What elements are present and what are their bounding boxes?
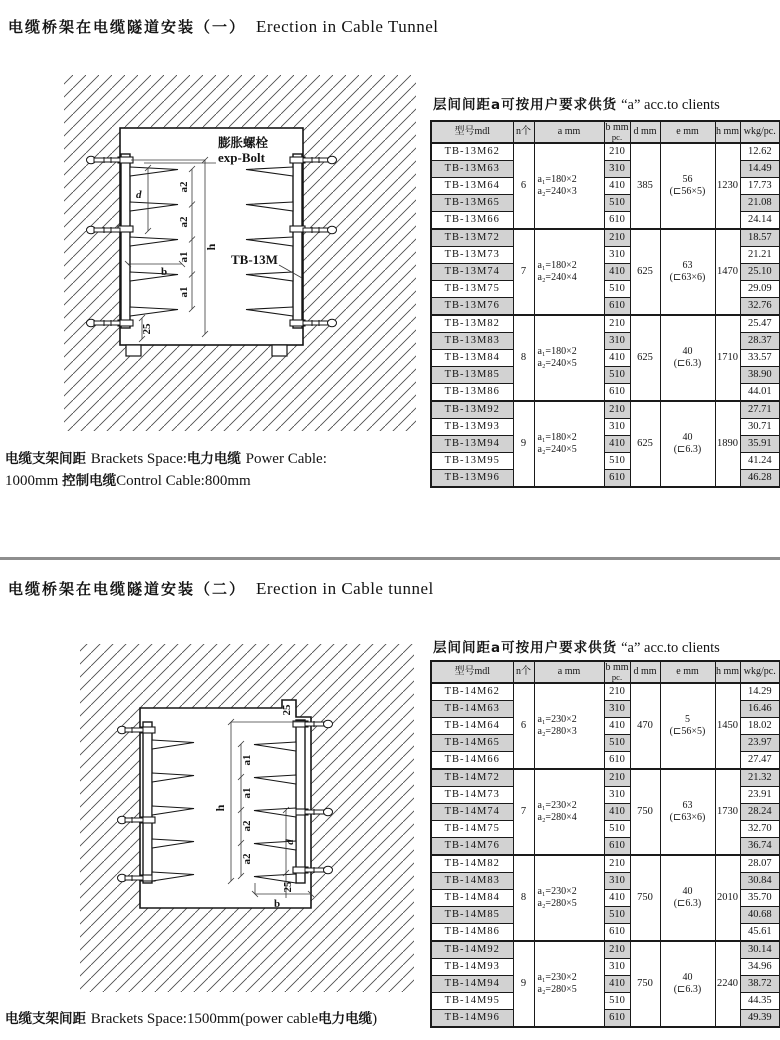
table-row: [431, 315, 780, 333]
weight-cell: 38.90: [740, 367, 780, 384]
dim-label-d: d: [284, 839, 296, 845]
weight-cell: 34.96: [740, 959, 780, 976]
n-count-cell: 7: [513, 229, 534, 315]
table-row: [431, 683, 780, 701]
model-cell: TB-13M65: [431, 195, 513, 212]
weight-cell: 38.72: [740, 976, 780, 993]
h-height-cell: 1730: [715, 769, 740, 855]
model-cell: TB-14M84: [431, 890, 513, 907]
n-count-cell: 7: [513, 769, 534, 855]
n-count-cell: 6: [513, 683, 534, 769]
h-height-cell: 1450: [715, 683, 740, 769]
weight-cell: 28.24: [740, 804, 780, 821]
model-cell: TB-14M76: [431, 838, 513, 856]
weight-cell: 27.71: [740, 401, 780, 419]
model-cell: TB-13M63: [431, 161, 513, 178]
caption-segment: Brackets Space:: [90, 451, 187, 467]
d-dim-cell: 625: [630, 229, 660, 315]
model-cell: TB-13M92: [431, 401, 513, 419]
h-height-cell: 1470: [715, 229, 740, 315]
model-cell: TB-13M85: [431, 367, 513, 384]
floor-notch: [272, 345, 287, 356]
caption-line: [5, 448, 440, 470]
column-header-b: b mm pc.: [605, 122, 629, 142]
weight-cell: 40.68: [740, 907, 780, 924]
b-width-cell: 510: [604, 281, 630, 298]
model-cell: TB-14M64: [431, 718, 513, 735]
caption-segment: 1000mm: [5, 473, 63, 489]
weight-cell: 33.57: [740, 350, 780, 367]
model-cell: TB-14M96: [431, 1010, 513, 1028]
section1-title-en: Erection in Cable Tunnel: [256, 17, 439, 36]
b-width-cell: 210: [604, 855, 630, 873]
model-cell: TB-13M76: [431, 298, 513, 316]
weight-cell: 14.49: [740, 161, 780, 178]
a-spacing-cell: a₁=180×2 a₂=240×4: [534, 229, 604, 315]
b-width-cell: 410: [604, 804, 630, 821]
table2-heading-cn: 层间间距a可按用户要求供货: [433, 640, 618, 656]
b-width-cell: 310: [604, 701, 630, 718]
b-width-cell: 310: [604, 247, 630, 264]
b-width-cell: 210: [604, 143, 630, 161]
weight-cell: 25.47: [740, 315, 780, 333]
weight-cell: 32.76: [740, 298, 780, 316]
section2-title-en: Erection in Cable tunnel: [256, 579, 434, 598]
model-cell: TB-13M96: [431, 470, 513, 488]
b-width-cell: 210: [604, 769, 630, 787]
weight-cell: 21.08: [740, 195, 780, 212]
dim-label-a1: a1: [241, 787, 253, 799]
table-row: [431, 229, 780, 247]
weight-cell: 21.21: [740, 247, 780, 264]
weight-cell: 12.62: [740, 143, 780, 161]
column-header-n: n个: [513, 661, 534, 683]
model-cell: TB-13M84: [431, 350, 513, 367]
b-width-cell: 310: [604, 959, 630, 976]
weight-cell: 27.47: [740, 752, 780, 770]
table-row: [431, 941, 780, 959]
weight-cell: 23.91: [740, 787, 780, 804]
dim-label-b: b: [274, 898, 281, 910]
d-dim-cell: 470: [630, 683, 660, 769]
e-channel-cell: 63 (⊏63×6): [660, 229, 715, 315]
b-width-cell: 210: [604, 683, 630, 701]
weight-cell: 24.14: [740, 212, 780, 230]
column-header-a: a mm: [534, 121, 604, 143]
model-cell: TB-14M65: [431, 735, 513, 752]
b-width-cell: 610: [604, 470, 630, 488]
column-header-n: n个: [513, 121, 534, 143]
column-header-e: e mm: [660, 121, 715, 143]
weight-cell: 35.70: [740, 890, 780, 907]
spec-table-tb13m: [430, 120, 780, 488]
weight-cell: 49.39: [740, 1010, 780, 1028]
dim-label-a2: a2: [241, 820, 253, 832]
model-cell: TB-13M66: [431, 212, 513, 230]
weight-cell: 45.61: [740, 924, 780, 942]
caption-segment: 电力电缆: [318, 1011, 373, 1027]
b-width-cell: 510: [604, 453, 630, 470]
weight-cell: 32.70: [740, 821, 780, 838]
column-header-b: b mm pc.: [605, 662, 629, 682]
caption-segment: 电力电缆: [186, 451, 246, 467]
weight-cell: 17.73: [740, 178, 780, 195]
b-width-cell: 610: [604, 212, 630, 230]
table-row: [431, 855, 780, 873]
b-width-cell: 510: [604, 735, 630, 752]
section1-title-cn: 电缆桥架在电缆隧道安装（一）: [8, 18, 247, 36]
table-row: [431, 143, 780, 161]
h-height-cell: 2240: [715, 941, 740, 1027]
column-header-h: h mm: [715, 121, 740, 143]
b-width-cell: 510: [604, 195, 630, 212]
weight-cell: 41.24: [740, 453, 780, 470]
caption-segment: ): [372, 1011, 378, 1027]
h-height-cell: 2010: [715, 855, 740, 941]
dim-label-25-bottom: 25: [282, 881, 294, 893]
weight-cell: 28.37: [740, 333, 780, 350]
model-cell: TB-14M86: [431, 924, 513, 942]
model-cell: TB-14M93: [431, 959, 513, 976]
weight-cell: 29.09: [740, 281, 780, 298]
model-cell: TB-13M86: [431, 384, 513, 402]
dim-label-b: b: [161, 266, 168, 278]
weight-cell: 23.97: [740, 735, 780, 752]
weight-cell: 30.14: [740, 941, 780, 959]
model-cell: TB-14M74: [431, 804, 513, 821]
table1-heading: [433, 93, 720, 114]
model-cell: TB-14M85: [431, 907, 513, 924]
a-spacing-cell: a₁=180×2 a₂=240×5: [534, 401, 604, 487]
brackets-space-note-2: [5, 1008, 475, 1030]
column-header-model: 型号mdl: [431, 121, 513, 143]
b-width-cell: 510: [604, 907, 630, 924]
weight-cell: 30.84: [740, 873, 780, 890]
weight-cell: 18.57: [740, 229, 780, 247]
column-header-d: d mm: [630, 121, 660, 143]
section-divider: [0, 557, 780, 560]
model-cell: TB-13M82: [431, 315, 513, 333]
caption-segment: Brackets Space:1500mm(power cable: [90, 1011, 319, 1027]
weight-cell: 25.10: [740, 264, 780, 281]
model-cell: TB-13M73: [431, 247, 513, 264]
model-cell: TB-14M73: [431, 787, 513, 804]
b-width-cell: 410: [604, 436, 630, 453]
model-cell: TB-13M93: [431, 419, 513, 436]
model-cell: TB-13M62: [431, 143, 513, 161]
bracket-model-label: TB-13M: [231, 252, 278, 267]
table2-heading-en: “a” acc.to clients: [621, 640, 720, 656]
caption-segment: 电缆支架间距: [5, 1011, 91, 1027]
model-cell: TB-13M72: [431, 229, 513, 247]
model-cell: TB-14M83: [431, 873, 513, 890]
weight-cell: 30.71: [740, 419, 780, 436]
caption-segment: 控制电缆: [62, 473, 117, 489]
b-width-cell: 410: [604, 264, 630, 281]
b-width-cell: 610: [604, 752, 630, 770]
dim-label-a1: a1: [178, 286, 190, 298]
table2-heading: [433, 636, 720, 657]
e-channel-cell: 63 (⊏63×6): [660, 769, 715, 855]
a-spacing-cell: a₁=180×2 a₂=240×5: [534, 315, 604, 401]
caption-segment: Control Cable:800mm: [116, 473, 251, 489]
weight-cell: 28.07: [740, 855, 780, 873]
b-width-cell: 610: [604, 298, 630, 316]
d-dim-cell: 625: [630, 315, 660, 401]
header-row: [431, 661, 780, 683]
model-cell: TB-14M72: [431, 769, 513, 787]
column-header-d: d mm: [630, 661, 660, 683]
weight-cell: 21.32: [740, 769, 780, 787]
n-count-cell: 6: [513, 143, 534, 229]
model-cell: TB-14M94: [431, 976, 513, 993]
d-dim-cell: 385: [630, 143, 660, 229]
b-width-cell: 610: [604, 838, 630, 856]
weight-cell: 36.74: [740, 838, 780, 856]
column-header-h: h mm: [715, 661, 740, 683]
column-header-model: 型号mdl: [431, 661, 513, 683]
exp-bolt-label-cn: 膨胀螺栓: [218, 135, 269, 150]
table-row: [431, 769, 780, 787]
n-count-cell: 8: [513, 855, 534, 941]
spec-table-tb14m: [430, 660, 780, 1028]
column-header-wkg: wkg/pc.: [740, 121, 780, 143]
dim-label-d: d: [136, 189, 142, 201]
b-width-cell: 610: [604, 384, 630, 402]
a-spacing-cell: a₁=230×2 a₂=280×4: [534, 769, 604, 855]
dim-label-h: h: [204, 243, 218, 251]
section1-title: [8, 16, 438, 37]
table1-heading-cn: 层间间距a可按用户要求供货: [433, 97, 618, 113]
b-width-cell: 210: [604, 315, 630, 333]
column-header-sub: pc.: [611, 132, 623, 142]
dim-label-a1: a1: [241, 754, 253, 766]
exp-bolt-label-en: exp-Bolt: [218, 150, 265, 165]
n-count-cell: 9: [513, 401, 534, 487]
e-channel-cell: 56 (⊏56×5): [660, 143, 715, 229]
model-cell: TB-14M66: [431, 752, 513, 770]
caption-segment: 电缆支架间距: [5, 451, 91, 467]
b-width-cell: 510: [604, 821, 630, 838]
dim-label-25-top: 25: [281, 704, 293, 716]
a-spacing-cell: a₁=230×2 a₂=280×3: [534, 683, 604, 769]
b-width-cell: 610: [604, 924, 630, 942]
a-spacing-cell: a₁=230×2 a₂=280×5: [534, 855, 604, 941]
e-channel-cell: 40 (⊏6.3): [660, 855, 715, 941]
d-dim-cell: 750: [630, 855, 660, 941]
floor-notch: [126, 345, 141, 356]
diagram-cable-tunnel-2: [78, 640, 418, 1000]
b-width-cell: 410: [604, 976, 630, 993]
diagram-cable-tunnel-1: [60, 75, 420, 435]
table1-heading-en: “a” acc.to clients: [621, 97, 720, 113]
dim-label-h: h: [213, 804, 227, 812]
e-channel-cell: 40 (⊏6.3): [660, 315, 715, 401]
b-width-cell: 310: [604, 419, 630, 436]
model-cell: TB-13M95: [431, 453, 513, 470]
column-header-a: a mm: [534, 661, 604, 683]
dim-label-25: 25: [141, 323, 153, 335]
e-channel-cell: 40 (⊏6.3): [660, 941, 715, 1027]
a-spacing-cell: a₁=230×2 a₂=280×5: [534, 941, 604, 1027]
dim-label-a2: a2: [241, 853, 253, 865]
header-row: [431, 121, 780, 143]
model-cell: TB-14M95: [431, 993, 513, 1010]
weight-cell: 44.01: [740, 384, 780, 402]
model-cell: TB-13M75: [431, 281, 513, 298]
b-width-cell: 310: [604, 333, 630, 350]
n-count-cell: 9: [513, 941, 534, 1027]
section2-title-cn: 电缆桥架在电缆隧道安装（二）: [8, 580, 247, 598]
b-width-cell: 210: [604, 941, 630, 959]
a-spacing-cell: a₁=180×2 a₂=240×3: [534, 143, 604, 229]
d-dim-cell: 625: [630, 401, 660, 487]
b-width-cell: 410: [604, 350, 630, 367]
b-width-cell: 210: [604, 229, 630, 247]
dim-label-a2: a2: [178, 181, 190, 193]
model-cell: TB-14M75: [431, 821, 513, 838]
h-height-cell: 1230: [715, 143, 740, 229]
weight-cell: 18.02: [740, 718, 780, 735]
model-cell: TB-13M64: [431, 178, 513, 195]
dim-label-a2: a2: [178, 216, 190, 228]
model-cell: TB-13M94: [431, 436, 513, 453]
b-width-cell: 410: [604, 718, 630, 735]
d-dim-cell: 750: [630, 769, 660, 855]
b-width-cell: 210: [604, 401, 630, 419]
column-header-e: e mm: [660, 661, 715, 683]
column-header-sub: pc.: [611, 672, 623, 682]
brackets-space-note-1: [5, 448, 440, 492]
h-height-cell: 1890: [715, 401, 740, 487]
b-width-cell: 510: [604, 367, 630, 384]
weight-cell: 35.91: [740, 436, 780, 453]
e-channel-cell: 40 (⊏6.3): [660, 401, 715, 487]
b-width-cell: 310: [604, 161, 630, 178]
weight-cell: 46.28: [740, 470, 780, 488]
table-row: [431, 401, 780, 419]
model-cell: TB-14M62: [431, 683, 513, 701]
section2-title: [8, 578, 434, 599]
e-channel-cell: 5 (⊏56×5): [660, 683, 715, 769]
caption-line: [5, 1008, 475, 1030]
b-width-cell: 310: [604, 873, 630, 890]
dim-label-a1: a1: [178, 251, 190, 263]
model-cell: TB-13M83: [431, 333, 513, 350]
b-width-cell: 510: [604, 993, 630, 1010]
caption-line: [5, 470, 440, 492]
d-dim-cell: 750: [630, 941, 660, 1027]
weight-cell: 44.35: [740, 993, 780, 1010]
model-cell: TB-13M74: [431, 264, 513, 281]
b-width-cell: 610: [604, 1010, 630, 1028]
h-height-cell: 1710: [715, 315, 740, 401]
model-cell: TB-14M92: [431, 941, 513, 959]
weight-cell: 14.29: [740, 683, 780, 701]
model-cell: TB-14M63: [431, 701, 513, 718]
b-width-cell: 410: [604, 178, 630, 195]
model-cell: TB-14M82: [431, 855, 513, 873]
b-width-cell: 310: [604, 787, 630, 804]
caption-segment: Power Cable:: [245, 451, 327, 467]
n-count-cell: 8: [513, 315, 534, 401]
column-header-wkg: wkg/pc.: [740, 661, 780, 683]
b-width-cell: 410: [604, 890, 630, 907]
weight-cell: 16.46: [740, 701, 780, 718]
